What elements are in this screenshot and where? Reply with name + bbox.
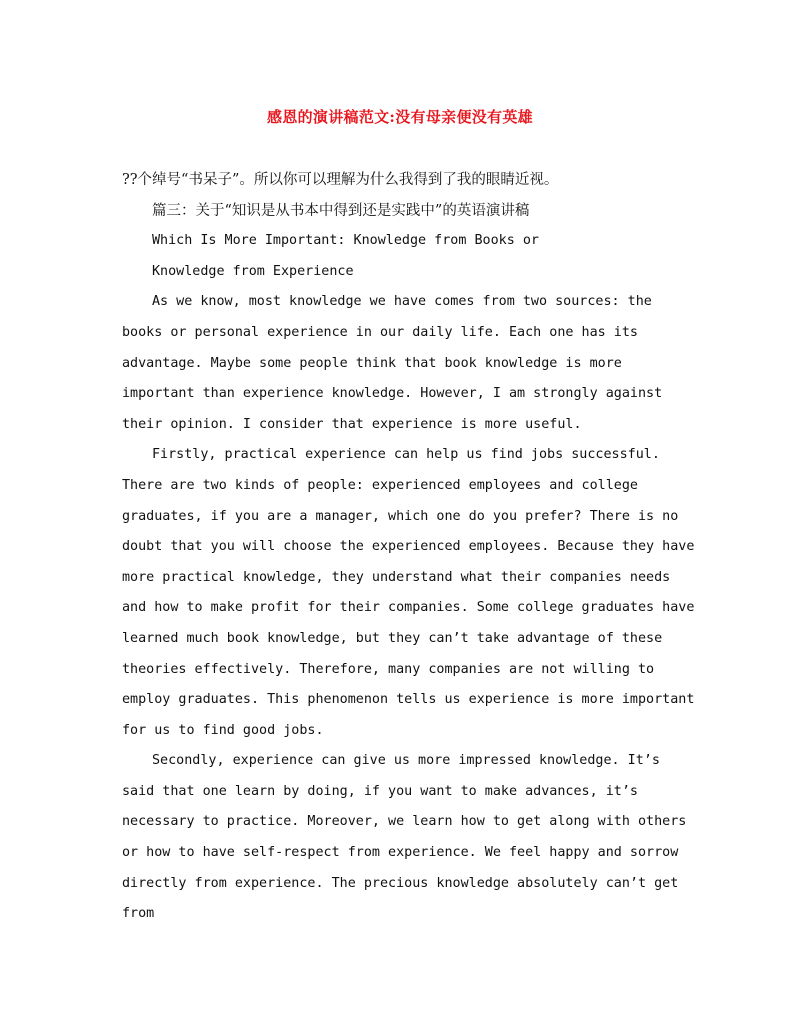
text-line: employ graduates. This phenomenon tells us experience is more important [122,692,695,708]
text-line: necessary to practice. Moreover, we learn how to get along with others [122,814,687,830]
text-line: theories effectively. Therefore, many companies are not willing to [122,661,655,677]
text-line: or how to have self-respect from experience. We feel happy and sorrow [122,845,679,861]
text-line: advantage. Maybe some people think that book knowledge is more [122,355,622,371]
text-line: graduates, if you are a manager, which one do you prefer? There is no [122,508,679,524]
text-line: Secondly, experience can give us more impressed knowledge. It’s [152,753,660,769]
text-line: Firstly, practical experience can help us find jobs successful. [152,447,660,463]
text-line: ??个绰号“书呆子”。所以你可以理解为什么我得到了我的眼睛近视。 [122,172,559,188]
text-line: for us to find good jobs. [122,722,324,738]
essay-title-line: Which Is More Important: Knowledge from Books or [152,233,539,249]
document-title: 感恩的演讲稿范文:没有母亲便没有英雄 [267,108,533,126]
text-line: directly from experience. The precious knowledge absolutely can’t get [122,875,679,891]
text-line: books or personal experience in our daily life. Each one has its [122,324,638,340]
essay-title-line: Knowledge from Experience [152,263,354,279]
text-line: important than experience knowledge. However, I am strongly against [122,386,663,402]
text-line: from [122,906,155,922]
text-line: learned much book knowledge, but they can’t take advantage of these [122,630,663,646]
text-line: more practical knowledge, they understand what their companies needs [122,569,671,585]
document-body [122,170,695,935]
text-line: their opinion. I consider that experience is more useful. [122,416,582,432]
section-heading: 篇三：关于“知识是从书本中得到还是实践中”的英语演讲稿 [152,202,530,219]
text-line: said that one learn by doing, if you want to make advances, it’s [122,783,638,799]
text-line: As we know, most knowledge we have comes from two sources: the [152,294,652,310]
text-line: and how to make profit for their companies. Some college graduates have [122,600,695,616]
text-line: doubt that you will choose the experienced employees. Because they have [122,539,695,555]
text-line: There are two kinds of people: experienced employees and college [122,477,638,493]
